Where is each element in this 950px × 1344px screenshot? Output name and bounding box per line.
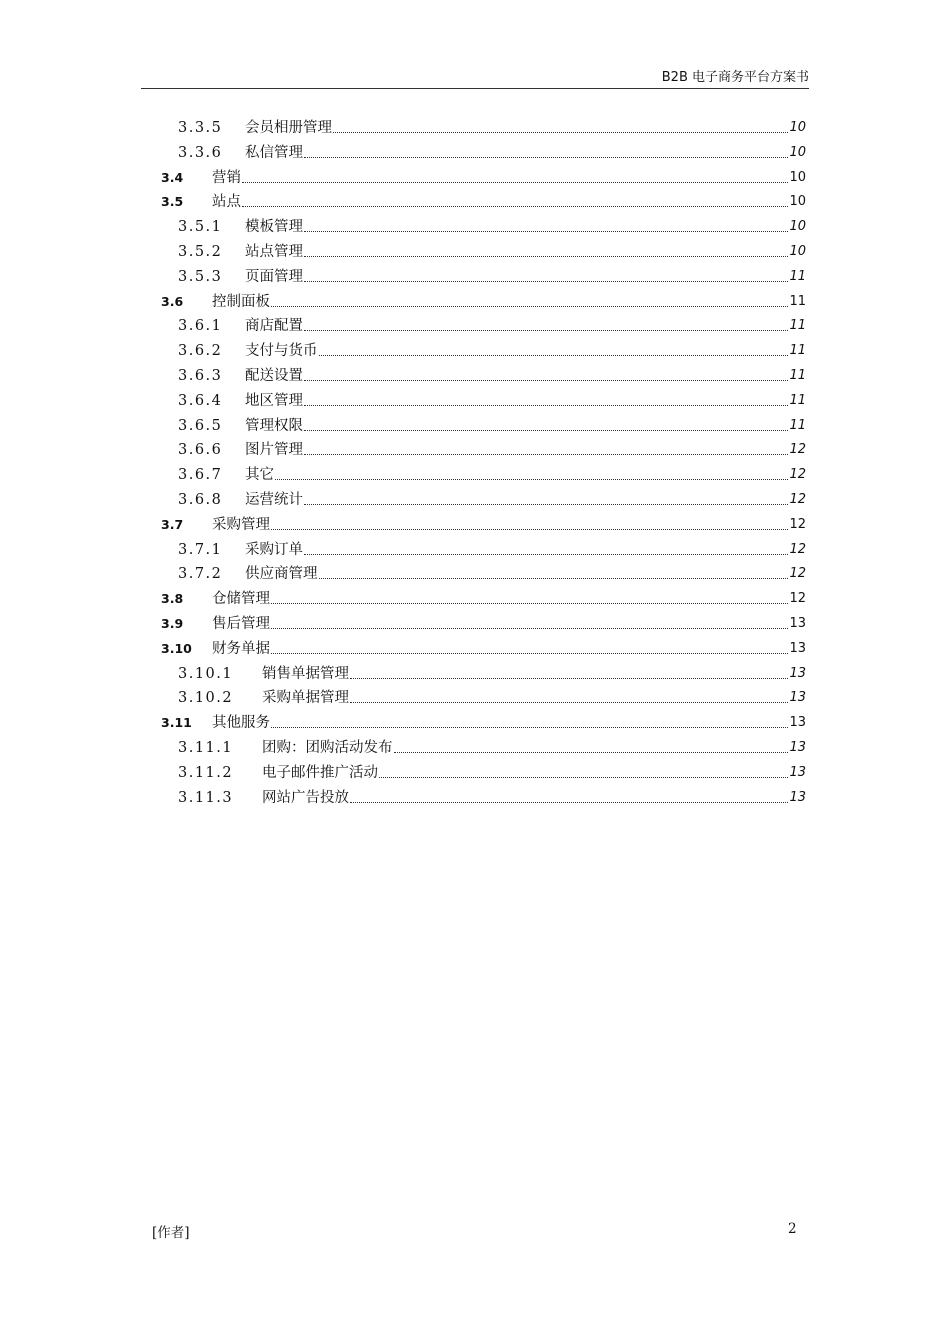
toc-entry-number: 3.5.2 bbox=[178, 244, 223, 260]
toc-entry-title: 商店配置 bbox=[245, 318, 303, 335]
toc-entry-page: 13 bbox=[789, 789, 806, 805]
toc-entry-number: 3.6.3 bbox=[178, 368, 223, 384]
toc-dot-leader bbox=[304, 452, 788, 455]
toc-entry[interactable] bbox=[178, 437, 806, 459]
toc-entry-number: 3.6.8 bbox=[178, 492, 223, 508]
toc-entry[interactable] bbox=[161, 611, 806, 633]
toc-entry[interactable] bbox=[178, 685, 806, 707]
toc-dot-leader bbox=[379, 775, 788, 778]
toc-entry[interactable] bbox=[178, 140, 806, 162]
toc-entry-title: 采购管理 bbox=[212, 516, 270, 533]
toc-dot-leader bbox=[271, 651, 788, 654]
toc-entry-page: 10 bbox=[789, 244, 806, 259]
toc-entry-title: 私信管理 bbox=[245, 144, 303, 161]
toc-entry[interactable] bbox=[178, 462, 806, 484]
toc-entry-page: 13 bbox=[789, 690, 806, 706]
toc-entry[interactable] bbox=[178, 115, 806, 137]
toc-entry-number: 3.3.6 bbox=[178, 144, 223, 161]
toc-dot-leader bbox=[271, 725, 788, 728]
toc-entry-number: 3.8 bbox=[161, 591, 184, 607]
toc-entry-title: 其他服务 bbox=[212, 715, 270, 732]
toc-dot-leader bbox=[275, 477, 788, 480]
toc-entry-title: 售后管理 bbox=[212, 616, 270, 632]
toc-entry[interactable] bbox=[178, 363, 806, 385]
toc-entry-page: 12 bbox=[789, 566, 806, 582]
toc-entry-number: 3.5 bbox=[161, 194, 184, 210]
toc-entry-number: 3.6.4 bbox=[178, 392, 223, 409]
toc-entry-title: 控制面板 bbox=[212, 293, 270, 310]
toc-entry-number: 3.9 bbox=[161, 616, 184, 631]
toc-entry-number: 3.10.1 bbox=[178, 665, 234, 682]
toc-entry[interactable] bbox=[178, 661, 806, 683]
toc-dot-leader bbox=[350, 800, 788, 803]
toc-entry-number: 3.11 bbox=[161, 715, 192, 731]
toc-dot-leader bbox=[304, 552, 788, 555]
header-title: B2B 电子商务平台方案书 bbox=[661, 70, 809, 85]
toc-entry[interactable] bbox=[178, 338, 806, 360]
toc-entry-title: 销售单据管理 bbox=[262, 665, 349, 682]
toc-entry-number: 3.7.2 bbox=[178, 566, 223, 583]
toc-dot-leader bbox=[304, 502, 788, 505]
toc-entry-title: 财务单据 bbox=[212, 640, 270, 657]
toc-entry-page: 13 bbox=[789, 764, 806, 780]
toc-entry[interactable] bbox=[178, 487, 806, 509]
footer-page-number: 2 bbox=[788, 1221, 797, 1237]
toc-dot-leader bbox=[271, 601, 788, 604]
toc-entry-title: 运营统计 bbox=[245, 492, 303, 508]
toc-entry[interactable] bbox=[161, 289, 806, 311]
toc-entry-number: 3.10.2 bbox=[178, 690, 234, 707]
toc-entry-number: 3.6.2 bbox=[178, 343, 223, 360]
toc-entry-page: 10 bbox=[789, 169, 806, 185]
toc-entry-number: 3.5.3 bbox=[178, 268, 223, 285]
toc-entry-title: 地区管理 bbox=[245, 392, 303, 409]
toc-entry-page: 11 bbox=[789, 293, 806, 309]
toc-dot-leader bbox=[271, 626, 788, 629]
toc-dot-leader bbox=[350, 700, 788, 703]
toc-dot-leader bbox=[304, 279, 788, 282]
toc-entry-page: 12 bbox=[789, 492, 806, 507]
toc-entry[interactable] bbox=[178, 214, 806, 236]
toc-entry-number: 3.6.1 bbox=[178, 318, 223, 335]
toc-entry-title: 图片管理 bbox=[245, 442, 303, 459]
toc-entry-title: 团购：团购活动发布 bbox=[262, 740, 393, 756]
toc-entry-page: 13 bbox=[789, 616, 806, 631]
toc-entry-page: 11 bbox=[789, 318, 806, 334]
toc-entry-number: 3.5.1 bbox=[178, 219, 223, 236]
toc-entry-number: 3.6.6 bbox=[178, 442, 223, 459]
toc-dot-leader bbox=[319, 353, 789, 356]
toc-entry-page: 12 bbox=[789, 591, 806, 607]
toc-entry-page: 10 bbox=[789, 194, 806, 210]
toc-entry-title: 仓储管理 bbox=[212, 591, 270, 608]
toc-entry[interactable] bbox=[178, 561, 806, 583]
toc-entry-page: 11 bbox=[789, 343, 806, 359]
toc-entry-page: 13 bbox=[789, 665, 806, 681]
toc-entry-page: 11 bbox=[789, 417, 806, 433]
toc-dot-leader bbox=[304, 328, 788, 331]
toc-entry-number: 3.10 bbox=[161, 640, 192, 656]
toc-entry-number: 3.11.2 bbox=[178, 764, 234, 781]
toc-entry-number: 3.4 bbox=[161, 169, 184, 185]
toc-entry[interactable] bbox=[178, 264, 806, 286]
toc-dot-leader bbox=[271, 304, 788, 307]
toc-dot-leader bbox=[319, 576, 789, 579]
toc-entry[interactable] bbox=[178, 537, 806, 559]
toc-entry-title: 会员相册管理 bbox=[245, 120, 332, 136]
toc-entry-number: 3.6 bbox=[161, 293, 184, 309]
toc-dot-leader bbox=[271, 527, 788, 530]
toc-entry[interactable] bbox=[178, 313, 806, 335]
toc-entry-number: 3.7 bbox=[161, 516, 184, 532]
toc-dot-leader bbox=[304, 229, 788, 232]
toc-entry-page: 13 bbox=[789, 740, 806, 755]
toc-entry-title: 采购单据管理 bbox=[262, 690, 349, 707]
toc-entry-title: 其它 bbox=[245, 467, 274, 484]
toc-dot-leader bbox=[304, 155, 788, 158]
toc-entry[interactable] bbox=[161, 189, 806, 211]
toc-entry-title: 营销 bbox=[212, 169, 241, 186]
toc-entry[interactable] bbox=[178, 785, 806, 807]
toc-dot-leader bbox=[304, 403, 788, 406]
toc-entry-page: 13 bbox=[789, 640, 806, 656]
toc-entry[interactable] bbox=[178, 735, 806, 757]
toc-entry[interactable] bbox=[178, 388, 806, 410]
toc-entry[interactable] bbox=[161, 512, 806, 534]
toc-entry-title: 站点管理 bbox=[245, 244, 303, 260]
toc-entry-page: 10 bbox=[789, 120, 806, 135]
toc-entry[interactable] bbox=[178, 760, 806, 782]
toc-entry-title: 采购订单 bbox=[245, 541, 303, 558]
toc-entry[interactable] bbox=[161, 710, 806, 732]
toc-entry[interactable] bbox=[161, 586, 806, 608]
toc-entry-page: 11 bbox=[789, 268, 806, 284]
toc-entry-title: 站点 bbox=[212, 194, 241, 211]
toc-entry-page: 11 bbox=[789, 392, 806, 408]
header-rule bbox=[141, 88, 809, 89]
toc-entry-title: 电子邮件推广活动 bbox=[262, 764, 378, 781]
toc-entry-number: 3.3.5 bbox=[178, 120, 223, 136]
toc-entry-page: 12 bbox=[789, 541, 806, 557]
toc-entry-page: 12 bbox=[789, 442, 806, 458]
toc-entry-page: 10 bbox=[789, 219, 806, 235]
toc-dot-leader bbox=[350, 676, 788, 679]
toc-entry-title: 管理权限 bbox=[245, 417, 303, 434]
toc-entry-number: 3.6.7 bbox=[178, 467, 223, 484]
toc-dot-leader bbox=[394, 750, 789, 753]
toc-dot-leader bbox=[242, 180, 788, 183]
toc-entry-page: 12 bbox=[789, 467, 806, 483]
toc-entry[interactable] bbox=[161, 636, 806, 658]
toc-entry-title: 供应商管理 bbox=[245, 566, 318, 583]
toc-entry[interactable] bbox=[178, 239, 806, 261]
toc-entry-title: 支付与货币 bbox=[245, 343, 318, 360]
toc-entry-number: 3.11.3 bbox=[178, 789, 234, 806]
toc-entry-page: 11 bbox=[789, 368, 806, 383]
toc-dot-leader bbox=[304, 254, 788, 257]
toc-entry-number: 3.7.1 bbox=[178, 541, 223, 558]
toc-entry[interactable] bbox=[161, 165, 806, 187]
toc-entry-page: 12 bbox=[789, 516, 806, 532]
toc-dot-leader bbox=[304, 378, 788, 381]
toc-entry-title: 网站广告投放 bbox=[262, 789, 349, 806]
toc-entry-page: 10 bbox=[789, 144, 806, 160]
toc-dot-leader bbox=[304, 428, 788, 431]
toc-dot-leader bbox=[333, 130, 788, 133]
toc-entry-title: 配送设置 bbox=[245, 368, 303, 384]
toc-entry[interactable] bbox=[178, 413, 806, 435]
toc-entry-title: 模板管理 bbox=[245, 219, 303, 236]
toc-entry-number: 3.6.5 bbox=[178, 417, 223, 434]
toc-entry-number: 3.11.1 bbox=[178, 740, 234, 756]
toc-entry-title: 页面管理 bbox=[245, 268, 303, 285]
toc-dot-leader bbox=[242, 204, 788, 207]
toc-entry-page: 13 bbox=[789, 715, 806, 731]
footer-author: [作者] bbox=[152, 1225, 190, 1241]
